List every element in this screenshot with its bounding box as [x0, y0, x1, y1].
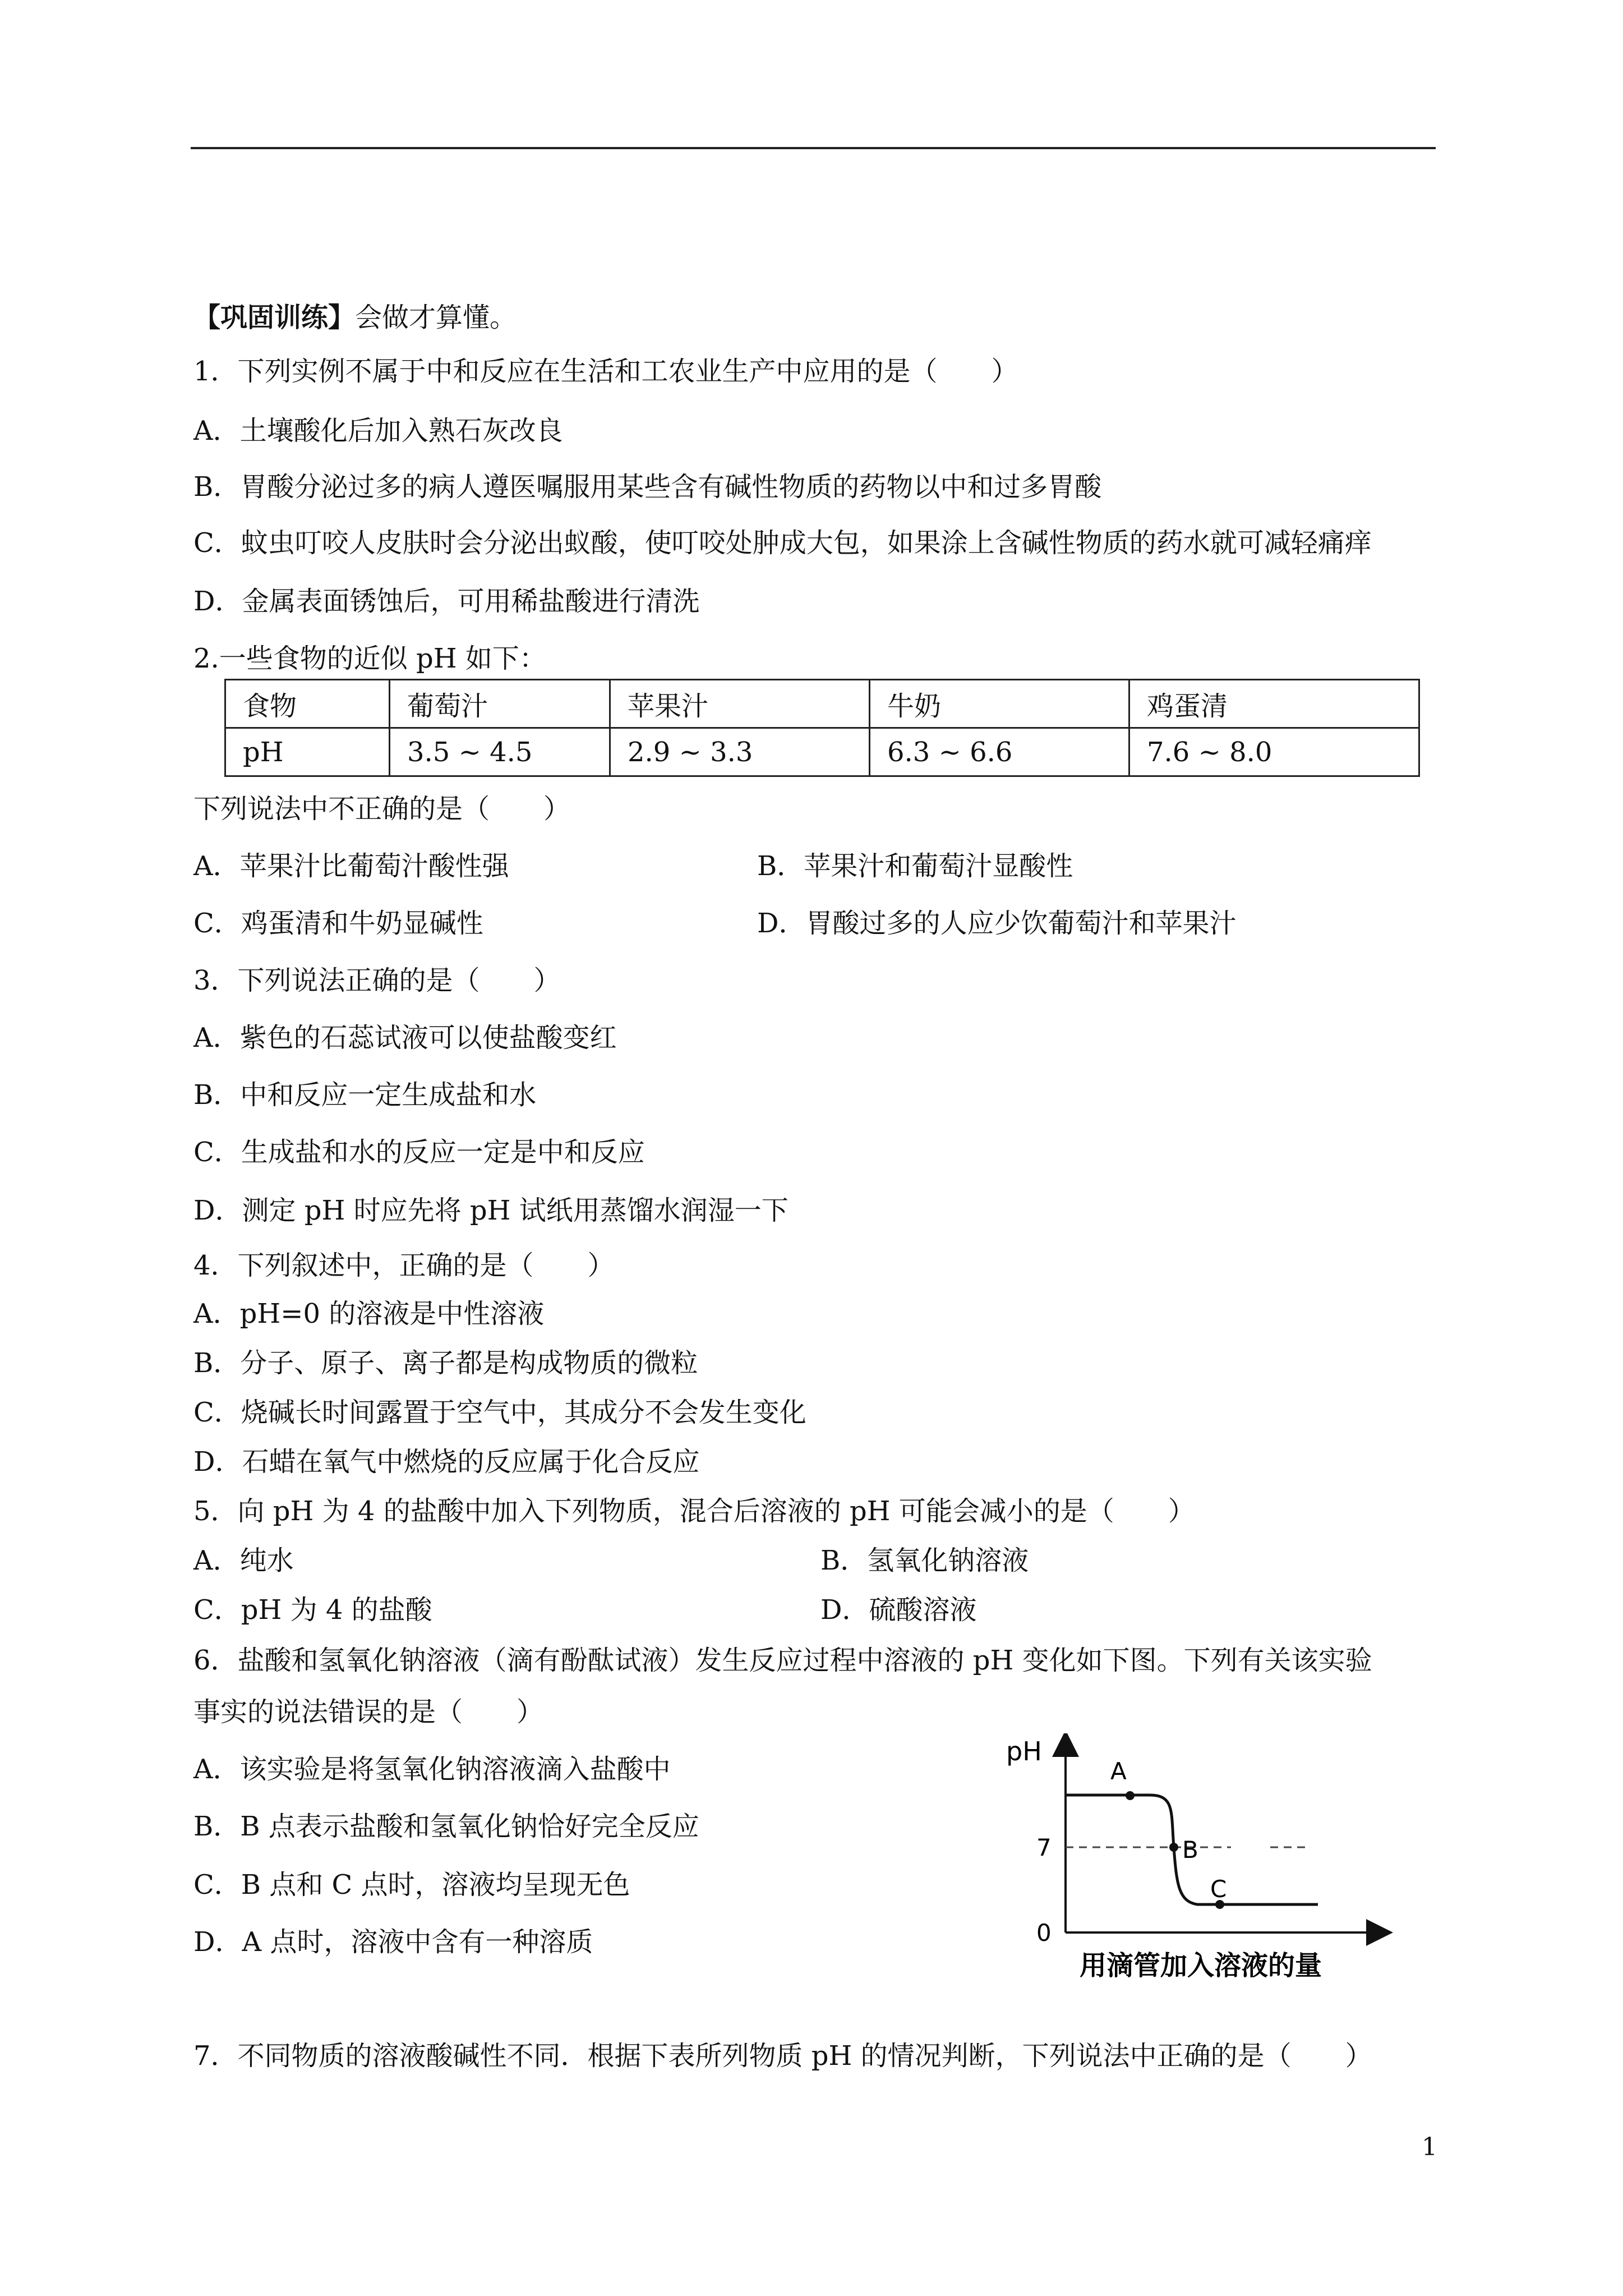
q1-option-d: D．金属表面锈蚀后，可用稀盐酸进行清洗 — [193, 586, 700, 617]
q3-option-a: A．紫色的石蕊试液可以使盐酸变红 — [193, 1022, 617, 1053]
point-a-marker — [1126, 1791, 1135, 1800]
tick-7-label: 7 — [1036, 1834, 1052, 1861]
x-axis-label: 用滴管加入溶液的量 — [1080, 1950, 1322, 1981]
point-a-label: A — [1110, 1757, 1127, 1785]
q6-option-c: C．B 点和 C 点时，溶液均呈现无色 — [193, 1869, 630, 1901]
tick-0-label: 0 — [1036, 1919, 1052, 1947]
q4-option-a: A．pH=0 的溶液是中性溶液 — [193, 1298, 545, 1329]
q1-option-a: A．土壤酸化后加入熟石灰改良 — [193, 415, 563, 447]
food-ph-table — [224, 679, 1420, 777]
q3-option-d: D．测定 pH 时应先将 pH 试纸用蒸馏水润湿一下 — [193, 1195, 789, 1226]
q6-option-b: B．B 点表示盐酸和氢氧化钠恰好完全反应 — [193, 1811, 699, 1842]
table-cell: 2.9 ~ 3.3 — [610, 728, 870, 776]
q5-option-a: A．纯水 — [193, 1545, 294, 1576]
ph-curve-diagram — [1004, 1733, 1408, 1991]
q2-option-c: C．鸡蛋清和牛奶显碱性 — [193, 908, 483, 939]
point-c-label: C — [1210, 1875, 1227, 1903]
section-heading — [193, 301, 517, 334]
table-cell: 食物 — [225, 680, 390, 728]
q1-option-b: B．胃酸分泌过多的病人遵医嘱服用某些含有碱性物质的药物以中和过多胃酸 — [193, 471, 1102, 503]
table-cell: 苹果汁 — [610, 680, 870, 728]
q2-option-b: B．苹果汁和葡萄汁显酸性 — [757, 850, 1073, 882]
table-cell: 7.6 ~ 8.0 — [1129, 728, 1419, 776]
q2-question: 下列说法中不正确的是（ ） — [193, 793, 571, 825]
point-b-label: B — [1182, 1836, 1198, 1864]
q4-option-d: D．石蜡在氧气中燃烧的反应属于化合反应 — [193, 1446, 700, 1478]
page-number: 1 — [1422, 2133, 1437, 2161]
q6-option-d: D．A 点时，溶液中含有一种溶质 — [193, 1926, 593, 1958]
y-axis-label: pH — [1006, 1736, 1042, 1766]
table-cell: 牛奶 — [870, 680, 1129, 728]
q4-option-b: B．分子、原子、离子都是构成物质的微粒 — [193, 1347, 698, 1379]
q4-option-c: C．烧碱长时间露置于空气中，其成分不会发生变化 — [193, 1397, 806, 1428]
q2-stem: 2.一些食物的近似 pH 如下： — [193, 643, 546, 674]
table-cell: 鸡蛋清 — [1129, 680, 1419, 728]
point-b-marker — [1169, 1843, 1178, 1852]
q6-stem-line1: 6．盐酸和氢氧化钠溶液（滴有酚酞试液）发生反应过程中溶液的 pH 变化如下图。下列有关该实验 — [193, 1645, 1372, 1676]
table-row — [225, 680, 1419, 728]
section-subtitle: 会做才算懂。 — [355, 302, 517, 333]
table-cell: 3.5 ~ 4.5 — [390, 728, 610, 776]
q5-stem: 5．向 pH 为 4 的盐酸中加入下列物质，混合后溶液的 pH 可能会减小的是（ ） — [193, 1496, 1195, 1527]
q5-option-d: D．硫酸溶液 — [820, 1594, 977, 1626]
q2-option-a: A．苹果汁比葡萄汁酸性强 — [193, 850, 509, 882]
table-cell: 6.3 ~ 6.6 — [870, 728, 1129, 776]
q1-option-c: C．蚊虫叮咬人皮肤时会分泌出蚁酸，使叮咬处肿成大包，如果涂上含碱性物质的药水就可减轻痛痒 — [193, 527, 1372, 559]
table-row — [225, 728, 1419, 776]
table-cell: 葡萄汁 — [390, 680, 610, 728]
table-cell: pH — [225, 728, 390, 776]
q4-stem: 4．下列叙述中，正确的是（ ） — [193, 1250, 615, 1281]
q5-option-c: C．pH 为 4 的盐酸 — [193, 1594, 432, 1626]
q3-option-b: B．中和反应一定生成盐和水 — [193, 1079, 537, 1111]
q3-option-c: C．生成盐和水的反应一定是中和反应 — [193, 1137, 645, 1168]
q6-option-a: A．该实验是将氢氧化钠溶液滴入盐酸中 — [193, 1754, 671, 1785]
q6-stem-line2: 事实的说法错误的是（ ） — [193, 1696, 544, 1728]
section-title: 【巩固训练】 — [193, 302, 356, 333]
q3-stem: 3．下列说法正确的是（ ） — [193, 965, 561, 996]
header-rule — [191, 147, 1436, 149]
q7-stem: 7．不同物质的溶液酸碱性不同．根据下表所列物质 pH 的情况判断，下列说法中正确的是（ ） — [193, 2040, 1372, 2072]
q2-option-d: D．胃酸过多的人应少饮葡萄汁和苹果汁 — [757, 908, 1237, 939]
q5-option-b: B．氢氧化钠溶液 — [820, 1545, 1029, 1576]
q1-stem: 1．下列实例不属于中和反应在生活和工农业生产中应用的是（ ） — [193, 356, 1018, 387]
